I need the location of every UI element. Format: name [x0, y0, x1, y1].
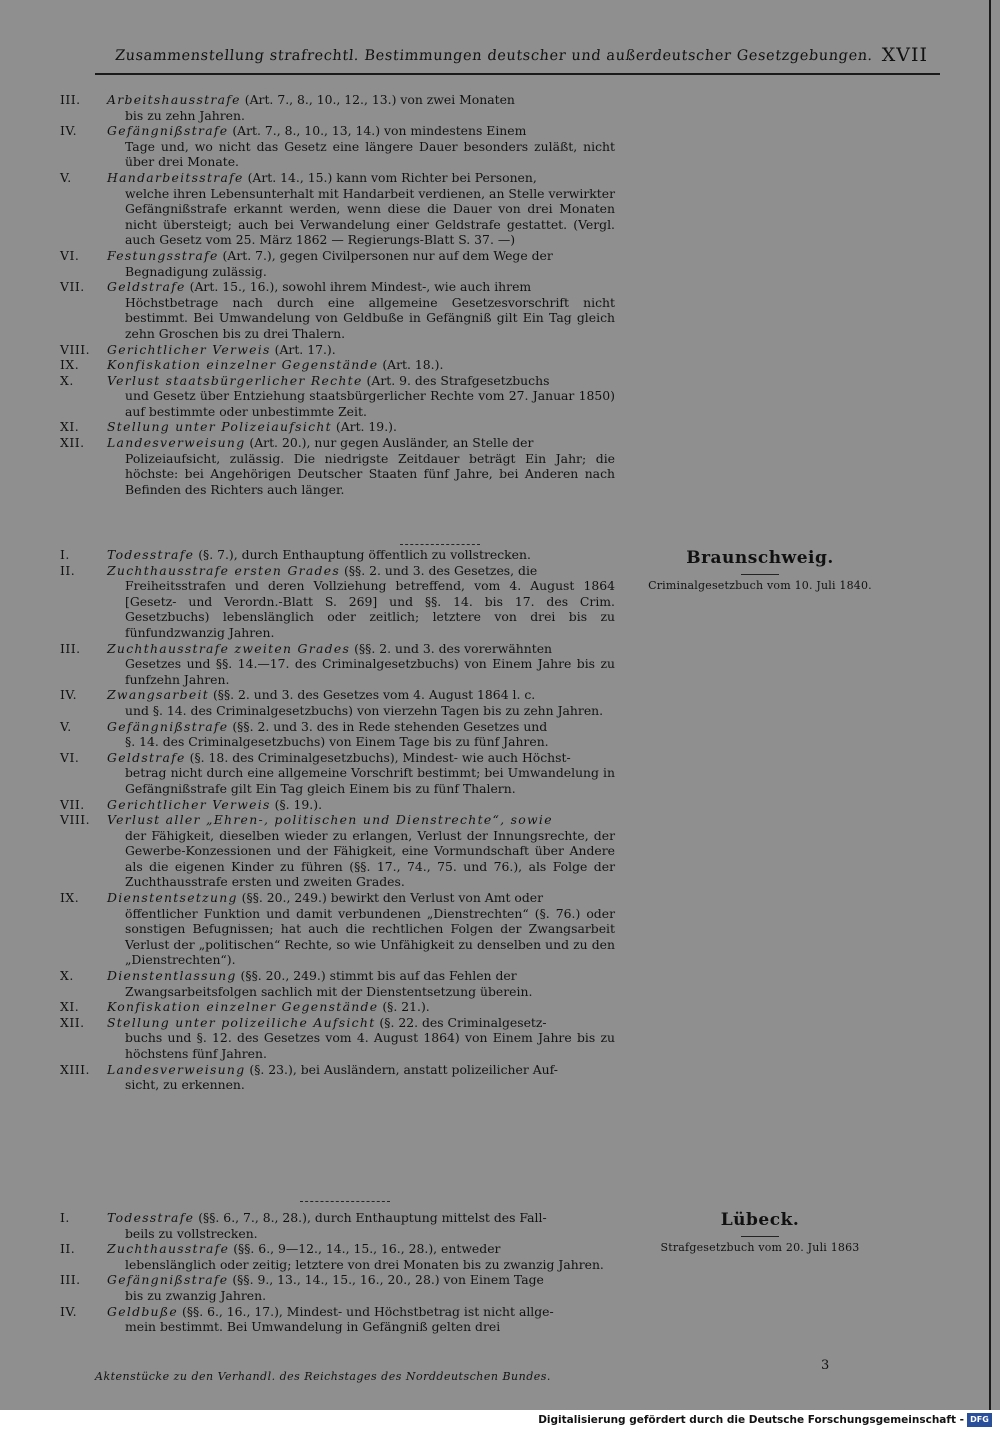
- entry-text: (§. 21.).: [378, 999, 430, 1015]
- roman-numeral: IX.: [60, 357, 80, 373]
- entry-continuation: und Gesetz über Entziehung staatsbürgerlicher Rechte vom 27. Januar 1850) auf bestimmte oder unbestimmte Zeit.: [125, 388, 615, 419]
- penalty-term: Landesverweisung: [107, 1061, 246, 1077]
- numbered-entry: [60, 1304, 615, 1335]
- entry-continuation: bis zu zehn Jahren.: [125, 107, 245, 123]
- numbered-entry: [60, 248, 615, 279]
- numbered-entry: [60, 719, 615, 750]
- entry-text: (§§. 9., 13., 14., 15., 16., 20., 28.) von Einem Tage: [228, 1272, 544, 1288]
- roman-numeral: VIII.: [60, 341, 91, 357]
- entry-continuation: sicht, zu erkennen.: [125, 1077, 245, 1093]
- penalty-term: Gerichtlicher Verweis: [107, 341, 271, 357]
- roman-numeral: I.: [60, 1210, 70, 1225]
- numbered-entry: [60, 419, 615, 435]
- entry-text: (Art. 15., 16.), sowohl ihrem Mindest-, wie auch ihrem: [185, 279, 532, 295]
- entry-continuation: beils zu vollstrecken.: [125, 1225, 258, 1241]
- roman-numeral: XII.: [60, 435, 85, 451]
- entry-continuation: Tage und, wo nicht das Gesetz eine längere Dauer besonders zuläßt, nicht über drei Monate.: [125, 138, 615, 170]
- numbered-entry: [60, 1015, 615, 1062]
- entry-text: (§§. 20., 249.) bewirkt den Verlust von Amt oder: [237, 890, 544, 906]
- penalty-term: Zuchthausstrafe: [107, 1241, 230, 1257]
- penalty-term: Stellung unter polizeiliche Aufsicht: [107, 1014, 376, 1030]
- roman-numeral: V.: [60, 718, 72, 734]
- penalty-term: Todesstrafe: [107, 547, 195, 562]
- running-header: [60, 44, 940, 70]
- penalty-term: Gefängnißstrafe: [107, 123, 229, 139]
- roman-numeral: VIII.: [60, 812, 91, 828]
- roman-numeral: IX.: [60, 890, 80, 906]
- penalty-term: Zwangsarbeit: [107, 687, 209, 703]
- penalty-term: Konfiskation einzelner Gegenstände: [107, 999, 379, 1015]
- penalty-term: Geldbuße: [107, 1303, 179, 1319]
- penalty-term: Festungsstrafe: [107, 247, 219, 263]
- entry-text: (§§. 2. und 3. des vorerwähnten: [350, 640, 553, 656]
- entry-continuation: Freiheitsstrafen und deren Vollziehung betreffend, vom 4. August 1864 [Gesetz- und Verordn.-Blatt S. 269] und §§. 14. bis 17. des Crim. Gesetzbuchs) lebenslänglich oder zeitlich; letztere von drei bis zu fünfundzwanzig Jahren.: [125, 578, 615, 640]
- roman-numeral: XIII.: [60, 1061, 90, 1077]
- numbered-entry: [60, 342, 615, 358]
- footer-page-number: 3: [821, 1358, 830, 1373]
- section-divider: [400, 544, 480, 546]
- entry-text: (Art. 7., 8., 10., 12., 13.) von zwei Monaten: [240, 92, 515, 107]
- numbered-entry: [60, 279, 615, 341]
- numbered-entry: [60, 641, 615, 688]
- penalty-term: Dienstentsetzung: [107, 890, 238, 906]
- roman-numeral: VI.: [60, 247, 80, 263]
- numbered-entry: [60, 1062, 615, 1093]
- roman-numeral: III.: [60, 1272, 81, 1288]
- numbered-entry: [60, 750, 615, 797]
- entry-text: (§§. 2. und 3. des in Rede stehenden Gesetzes und: [228, 718, 548, 734]
- numbered-entry: [60, 687, 615, 718]
- entry-continuation: betrag nicht durch eine allgemeine Vorschrift bestimmt; bei Umwandelung in Gefängnißstrafe gilt Ein Tag gleich Einem bis zu fünf Thalern.: [125, 765, 615, 796]
- header-title: Zusammenstellung strafrechtl. Bestimmungen deutscher und außerdeutscher Gesetzgebungen.: [114, 48, 874, 64]
- numbered-entry: [60, 92, 615, 123]
- dfg-logo: DFG: [967, 1413, 992, 1427]
- entry-continuation: und §. 14. des Criminalgesetzbuchs) von vierzehn Tagen bis zu zehn Jahren.: [125, 702, 604, 718]
- roman-numeral: II.: [60, 1241, 76, 1257]
- penalty-term: Gefängnißstrafe: [107, 718, 229, 734]
- code-reference: Criminalgesetzbuch vom 10. Juli 1840.: [648, 579, 872, 592]
- penalty-term: Arbeitshausstrafe: [107, 92, 241, 107]
- luebeck-heading: [640, 1210, 880, 1254]
- entry-continuation: welche ihren Lebensunterhalt mit Handarbeit verdienen, an Stelle verwirkter Gefängnißstrafe erkannt werden, wenn diese die Dauer von drei Monaten nicht übersteigt; auch bei Verwandelung einer Geldstrafe gestattet. (Vergl. auch Gesetz vom 25. März 1862 — Regierungs-Blatt S. 37. —): [125, 185, 615, 248]
- roman-numeral: IV.: [60, 1303, 78, 1319]
- penalty-term: Todesstrafe: [107, 1210, 195, 1225]
- roman-numeral: III.: [60, 92, 81, 107]
- heading-rule: [741, 574, 779, 575]
- numbered-entry: [60, 123, 615, 170]
- penalty-term: Geldstrafe: [107, 279, 186, 295]
- entry-continuation: Polizeiaufsicht, zulässig. Die niedrigste Zeitdauer beträgt Ein Jahr; die höchste: bei Angehörigen Deutscher Staaten fünf Jahre, bei Anderen nach Befinden des Richters auch länger.: [125, 450, 615, 497]
- entry-text: (§. 23.), bei Ausländern, anstatt polizeilicher Auf-: [245, 1061, 558, 1077]
- heading-rule: [741, 1236, 779, 1237]
- entry-continuation: §. 14. des Criminalgesetzbuchs) von Einem Tage bis zu fünf Jahren.: [125, 734, 549, 750]
- numbered-entry: [60, 1272, 615, 1303]
- entry-text: (§§. 6., 9—12., 14., 15., 16., 28.), entweder: [229, 1241, 501, 1257]
- penalty-term: Verlust staatsbürgerlicher Rechte: [107, 372, 363, 388]
- entry-text: (§§. 20., 249.) stimmt bis auf das Fehlen der: [236, 968, 517, 984]
- roman-numeral: V.: [60, 169, 72, 185]
- section-luebeck: [60, 1210, 615, 1335]
- entry-continuation: buchs und §. 12. des Gesetzes vom 4. August 1864) von Einem Jahre bis zu höchstens fünf Jahren.: [125, 1030, 615, 1061]
- braunschweig-heading: [640, 548, 880, 592]
- numbered-entry: [60, 999, 615, 1015]
- numbered-entry: [60, 1241, 615, 1272]
- roman-numeral: X.: [60, 372, 74, 388]
- state-title: Braunschweig.: [686, 548, 834, 568]
- numbered-entry: [60, 812, 615, 890]
- roman-numeral: VI.: [60, 749, 80, 765]
- roman-numeral: XII.: [60, 1014, 85, 1030]
- entry-text: (Art. 14., 15.) kann vom Richter bei Personen,: [243, 169, 537, 185]
- penalty-term: Handarbeitsstrafe: [107, 169, 244, 185]
- code-reference: Strafgesetzbuch vom 20. Juli 1863: [660, 1241, 860, 1254]
- entry-continuation: lebenslänglich oder zeitig; letztere von drei Monaten bis zu zwanzig Jahren.: [125, 1256, 604, 1272]
- entry-continuation: der Fähigkeit, dieselben wieder zu erlangen, Verlust der Innungsrechte, der Gewerbe-Konzessionen und der Fähigkeit, eine Vormundschaft über Andere als die eigenen Kinder zu führen (§§. 17., 74., 75. und 76.), als Folge der Zuchthausstrafe ersten und zweiten Grades.: [125, 827, 615, 890]
- numbered-entry: [60, 563, 615, 641]
- entry-text: (§. 19.).: [270, 796, 323, 812]
- numbered-entry: [60, 373, 615, 420]
- roman-numeral: X.: [60, 968, 74, 984]
- entry-continuation: Begnadigung zulässig.: [125, 263, 267, 279]
- entry-text: (Art. 18.).: [378, 357, 444, 373]
- entry-continuation: mein bestimmt. Bei Umwandelung in Gefängniß gelten drei: [125, 1319, 501, 1335]
- numbered-entry: [60, 435, 615, 497]
- roman-numeral: VII.: [60, 796, 85, 812]
- penalty-term: Landesverweisung: [107, 435, 246, 451]
- numbered-entry: [60, 890, 615, 968]
- roman-numeral: II.: [60, 562, 76, 578]
- penalty-term: Zuchthausstrafe zweiten Grades: [107, 640, 351, 656]
- entry-text: (§§. 6., 16., 17.), Mindest- und Höchstbetrag ist nicht allge-: [178, 1303, 554, 1319]
- penalty-term: Geldstrafe: [107, 749, 186, 765]
- numbered-entry: [60, 170, 615, 248]
- penalty-term: Stellung unter Polizeiaufsicht: [107, 419, 332, 435]
- state-title: Lübeck.: [720, 1210, 800, 1230]
- numbered-entry: [60, 797, 615, 813]
- entry-continuation: Höchstbetrage nach durch eine allgemeine Gesetzesvorschrift nicht bestimmt. Bei Umwandelung von Geldbuße in Gefängniß gilt Ein Tag gleich zehn Groschen bis zu drei Thalern.: [125, 294, 615, 341]
- roman-numeral: IV.: [60, 123, 78, 139]
- entry-text: (Art. 9. des Strafgesetzbuchs: [362, 372, 550, 388]
- entry-text: (§§. 6., 7., 8., 28.), durch Enthauptung mittelst des Fall-: [194, 1210, 547, 1225]
- section-divider: [300, 1201, 390, 1203]
- penalty-term: Verlust aller „Ehren-, politischen und Dienstrechte“, sowie: [107, 812, 553, 828]
- entry-text: (Art. 7., 8., 10., 13, 14.) von mindestens Einem: [228, 123, 527, 139]
- entry-text: (§§. 2. und 3. des Gesetzes vom 4. August 1864 l. c.: [209, 687, 536, 703]
- roman-numeral: VII.: [60, 279, 85, 295]
- entry-text: (Art. 20.), nur gegen Ausländer, an Stelle der: [245, 435, 534, 451]
- entry-text: (§. 7.), durch Enthauptung öffentlich zu vollstrecken.: [194, 547, 531, 562]
- roman-numeral: XI.: [60, 999, 80, 1015]
- numbered-entry: [60, 968, 615, 999]
- footer-source: Aktenstücke zu den Verhandl. des Reichstages des Norddeutschen Bundes.: [95, 1370, 551, 1383]
- digitization-credit: Digitalisierung gefördert durch die Deutsche Forschungsgemeinschaft -: [538, 1414, 964, 1426]
- roman-numeral: III.: [60, 640, 81, 656]
- numbered-entry: [60, 547, 615, 563]
- roman-numeral: XI.: [60, 419, 80, 435]
- entry-text: (Art. 17.).: [270, 341, 336, 357]
- penalty-term: Gerichtlicher Verweis: [107, 796, 271, 812]
- entry-text: (Art. 19.).: [331, 419, 397, 435]
- entry-continuation: Zwangsarbeitsfolgen sachlich mit der Dienstentsetzung überein.: [125, 983, 533, 999]
- penalty-term: Dienstentlassung: [107, 968, 237, 984]
- entry-continuation: Gesetzes und §§. 14.—17. des Criminalgesetzbuchs) von Einem Jahre bis zu funfzehn Jahren.: [125, 656, 615, 687]
- penalty-term: Konfiskation einzelner Gegenstände: [107, 357, 379, 373]
- entry-text: (§. 18. des Criminalgesetzbuchs), Mindest- wie auch Höchst-: [185, 749, 571, 765]
- penalty-term: Zuchthausstrafe ersten Grades: [107, 562, 341, 578]
- roman-numeral: I.: [60, 547, 70, 562]
- entry-text: (§. 22. des Criminalgesetz-: [375, 1014, 547, 1030]
- entry-text: (Art. 7.), gegen Civilpersonen nur auf dem Wege der: [218, 247, 553, 263]
- header-page-number: XVII: [881, 44, 928, 66]
- header-rule: [95, 73, 940, 75]
- roman-numeral: IV.: [60, 687, 78, 703]
- entry-text: (§§. 2. und 3. des Gesetzes, die: [340, 562, 538, 578]
- entry-continuation: bis zu zwanzig Jahren.: [125, 1287, 267, 1303]
- numbered-entry: [60, 357, 615, 373]
- page-edge-rule: [989, 0, 991, 1410]
- section-braunschweig: [60, 547, 615, 1093]
- entry-continuation: öffentlicher Funktion und damit verbundenen „Dienstrechten“ (§. 76.) oder sonstigen Befugnissen; hat auch die rechtlichen Folgen der Zwangsarbeit Verlust der „politischen“ Rechte, so wie Unfähigkeit zu denselben und zu den „Dienstrechten“).: [125, 905, 615, 968]
- numbered-entry: [60, 1210, 615, 1241]
- section-prior-state: [60, 92, 615, 497]
- penalty-term: Gefängnißstrafe: [107, 1272, 229, 1288]
